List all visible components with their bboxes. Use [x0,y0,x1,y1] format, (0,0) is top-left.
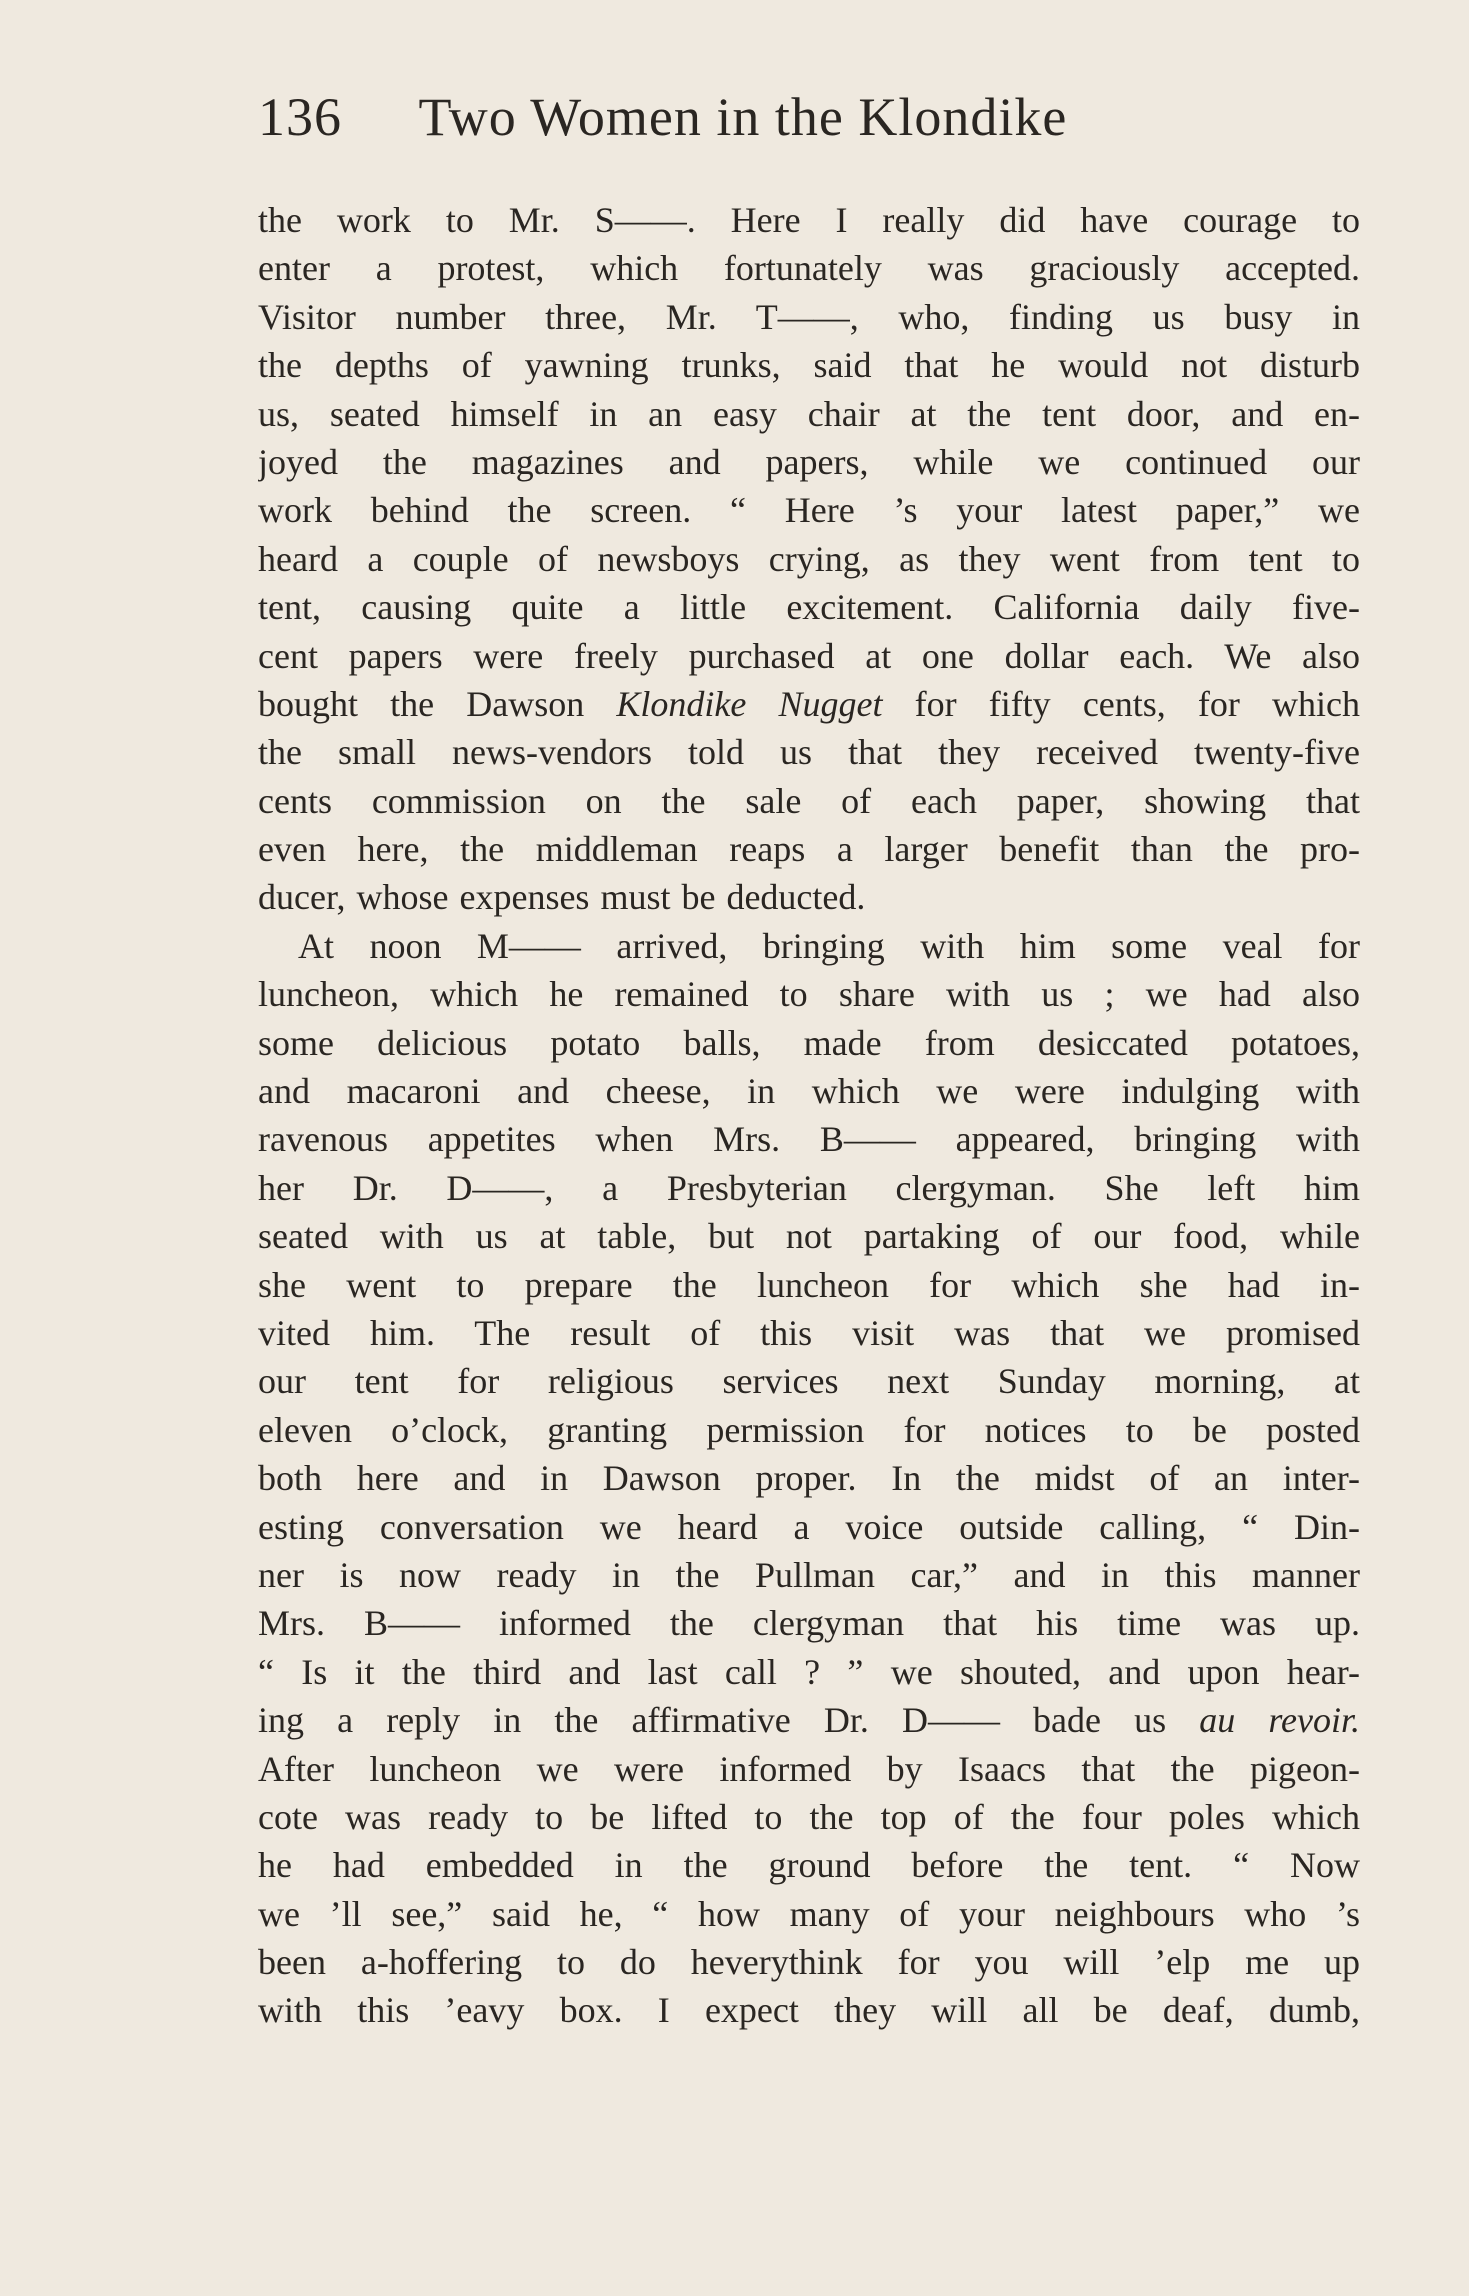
text-line [258,1115,1360,1163]
text-line [258,1019,1360,1067]
text-line [258,1067,1360,1115]
line-text: eleven o’clock, granting permission for notices to be posted [258,1409,1360,1450]
line-text: cents commission on the sale of each paper, showing that [258,780,1360,821]
line-text: our tent for religious services next Sunday morning, at [258,1361,1360,1402]
text-line [258,1551,1360,1599]
line-text: ravenous appetites when Mrs. B—— appeared, bringing with [258,1119,1360,1160]
line-text: both here and in Dawson proper. In the midst of an inter- [258,1458,1360,1499]
line-text: ing a reply in the affirmative Dr. D—— bade us [258,1700,1200,1741]
text-line [258,1503,1360,1551]
text-line [258,1745,1360,1793]
line-text: he had embedded in the ground before the tent. “ Now [258,1845,1360,1886]
text-line [258,777,1360,825]
text-line [258,1890,1360,1938]
line-text: we ’ll see,” said he, “ how many of your neighbours who ’s [258,1893,1360,1934]
text-line [258,438,1360,486]
line-text: “ Is it the third and last call ? ” we shouted, and upon hear- [258,1651,1360,1692]
line-text: seated with us at table, but not partaking of our food, while [258,1216,1360,1257]
line-text: some delicious potato balls, made from desiccated potatoes, [258,1022,1360,1063]
line-text: heard a couple of newsboys crying, as they went from tent to [258,538,1360,579]
line-text: with this ’eavy box. I expect they will all be deaf, dumb, [258,1990,1360,2031]
text-line [258,1406,1360,1454]
text-line [258,583,1360,631]
page-number: 136 [258,87,342,147]
text-line [258,341,1360,389]
line-text: Mrs. B—— informed the clergyman that his time was up. [258,1603,1360,1644]
line-text: she went to prepare the luncheon for which she had in- [258,1264,1360,1305]
line-text: At noon M—— arrived, bringing with him some veal for [298,925,1360,966]
text-line [258,922,1360,970]
text-line [258,1454,1360,1502]
text-line [258,728,1360,776]
text-line [258,1648,1360,1696]
italic-text: Klondike Nugget [616,683,883,724]
line-text: ner is now ready in the Pullman car,” and in this manner [258,1554,1360,1595]
text-line [258,970,1360,1018]
line-text: tent, causing quite a little excitement. California daily five- [258,587,1360,628]
text-line [258,535,1360,583]
text-line [258,873,1360,921]
line-text: luncheon, which he remained to share with us ; we had also [258,974,1360,1015]
line-text: Visitor number three, Mr. T——, who, finding us busy in [258,296,1360,337]
text-line [258,1164,1360,1212]
line-text: bought the Dawson [258,683,617,724]
text-line [258,1309,1360,1357]
page-header [258,86,1358,166]
text-line [258,825,1360,873]
body-text [258,196,1360,2035]
line-text: vited him. The result of this visit was that we promised [258,1312,1360,1353]
text-line [258,632,1360,680]
running-title: Two Women in the Klondike [418,87,1068,147]
italic-text: au revoir. [1199,1700,1360,1741]
line-text: work behind the screen. “ Here ’s your latest paper,” we [258,490,1360,531]
text-line [258,1261,1360,1309]
text-line [258,1938,1360,1986]
line-text: the depths of yawning trunks, said that he would not disturb [258,345,1360,386]
text-line [258,1696,1360,1744]
text-line [258,1599,1360,1647]
line-text: and macaroni and cheese, in which we were indulging with [258,1071,1360,1112]
line-text: joyed the magazines and papers, while we continued our [258,441,1360,482]
line-text: cent papers were freely purchased at one dollar each. We also [258,635,1360,676]
line-text: ducer, whose expenses must be deducted. [258,877,866,918]
line-text: been a-hoffering to do heverythink for you will ’elp me up [258,1942,1360,1983]
text-line [258,1986,1360,2034]
line-text: us, seated himself in an easy chair at the tent door, and en- [258,393,1360,434]
line-text: cote was ready to be lifted to the top of the four poles which [258,1796,1360,1837]
text-line [258,293,1360,341]
line-text: even here, the middleman reaps a larger benefit than the pro- [258,829,1360,870]
text-line [258,1793,1360,1841]
text-line [258,486,1360,534]
line-text: the work to Mr. S——. Here I really did have courage to [258,200,1360,240]
line-text: her Dr. D——, a Presbyterian clergyman. She left him [258,1167,1360,1208]
line-text: After luncheon we were informed by Isaacs that the pigeon- [258,1748,1360,1789]
text-line [258,1841,1360,1889]
text-line [258,196,1360,244]
text-line [258,680,1360,728]
text-line [258,390,1360,438]
text-line [258,244,1360,292]
text-line [258,1357,1360,1405]
line-text: for fifty cents, for which [882,683,1360,724]
text-line [258,1212,1360,1260]
line-text: the small news-vendors told us that they received twenty-five [258,732,1360,773]
line-text: esting conversation we heard a voice outside calling, “ Din- [258,1506,1360,1547]
line-text: enter a protest, which fortunately was graciously accepted. [258,248,1360,289]
